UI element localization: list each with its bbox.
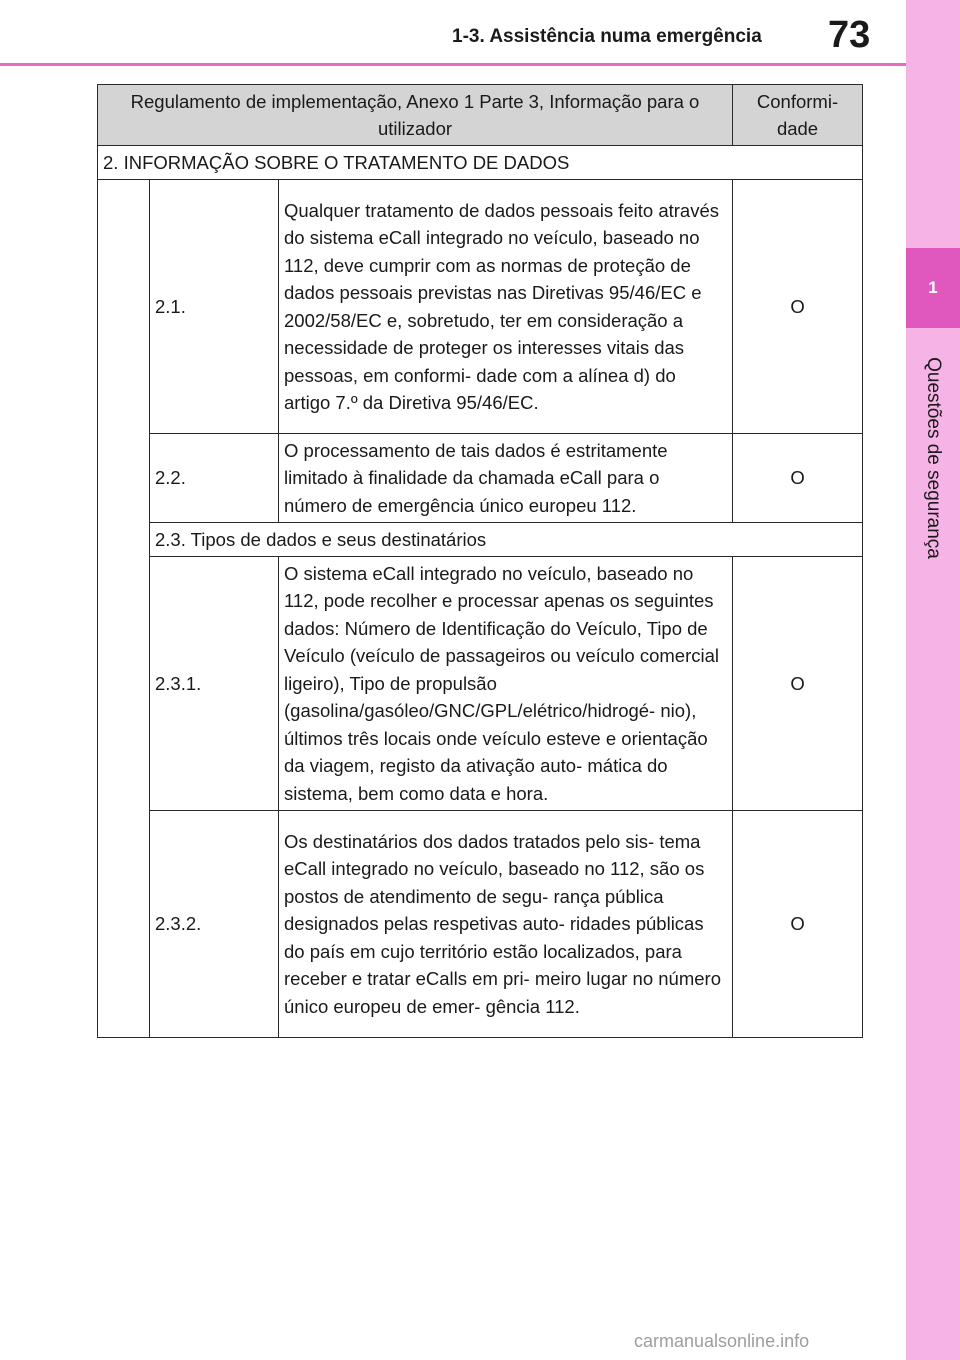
chapter-side-tab (906, 0, 960, 1360)
row-description: Os destinatários dos dados tratados pelo sis- tema eCall integrado no veículo, baseado no 112, são os postos de atendimento de segu- rança pública designados pelas respetivas auto- ridades públicas do país em cujo território estão localizados, para receber e tratar eCalls em pri- meiro lugar no número único europeu de emer- gência 112. (279, 811, 733, 1038)
row-number: 2.1. (150, 180, 279, 434)
header-divider (0, 63, 906, 66)
header-compliance-cell: Conformi- dade (733, 85, 863, 146)
table-row (98, 434, 863, 523)
indent-cell (98, 180, 150, 1038)
row-description: O sistema eCall integrado no veículo, baseado no 112, pode recolher e processar apenas os seguintes dados: Número de Identificação do Veículo, Tipo de Veículo (veículo de passageiros ou veículo comercial ligeiro), Tipo de propulsão (gasolina/gasóleo/GNC/GPL/elétrico/hidrogé- nio), últimos três locais onde veículo esteve e orientação da viagem, registo da ativação auto- mática do sistema, bem como data e hora. (279, 557, 733, 811)
table-row (98, 811, 863, 1038)
chapter-number-tab (906, 248, 960, 328)
row-description: Qualquer tratamento de dados pessoais feito através do sistema eCall integrado no veículo, baseado no 112, deve cumprir com as normas de proteção de dados pessoais previstas nas Diretivas 95/46/EC e 2002/58/EC e, sobretudo, ter em consideração a necessidade de proteger os interesses vitais das pessoas, em conformi- dade com a alínea d) do artigo 7.º da Diretiva 95/46/EC. (279, 180, 733, 434)
header-regulation-cell: Regulamento de implementação, Anexo 1 Parte 3, Informação para o utilizador (98, 85, 733, 146)
chapter-title: Questões de segurança (923, 357, 944, 559)
row-compliance: O (733, 434, 863, 523)
watermark: carmanualsonline.info (634, 1331, 810, 1351)
page-number: 73 (828, 14, 871, 56)
table-row (98, 557, 863, 811)
section-heading: 2. INFORMAÇÃO SOBRE O TRATAMENTO DE DADOS (98, 146, 863, 180)
row-compliance: O (733, 811, 863, 1038)
row-compliance: O (733, 557, 863, 811)
section-heading-row (98, 146, 863, 180)
subsection-heading: 2.3. Tipos de dados e seus destinatários (150, 523, 863, 557)
section-title: 1-3. Assistência numa emergência (452, 26, 762, 47)
row-number: 2.3.1. (150, 557, 279, 811)
subsection-heading-row (98, 523, 863, 557)
table-header-row (98, 85, 863, 146)
row-number: 2.2. (150, 434, 279, 523)
chapter-number: 1 (928, 278, 938, 297)
table-row (98, 180, 863, 434)
row-number: 2.3.2. (150, 811, 279, 1038)
regulation-table (97, 84, 863, 1038)
row-compliance: O (733, 180, 863, 434)
row-description: O processamento de tais dados é estritamente limitado à finalidade da chamada eCall para o número de emergência único europeu 112. (279, 434, 733, 523)
